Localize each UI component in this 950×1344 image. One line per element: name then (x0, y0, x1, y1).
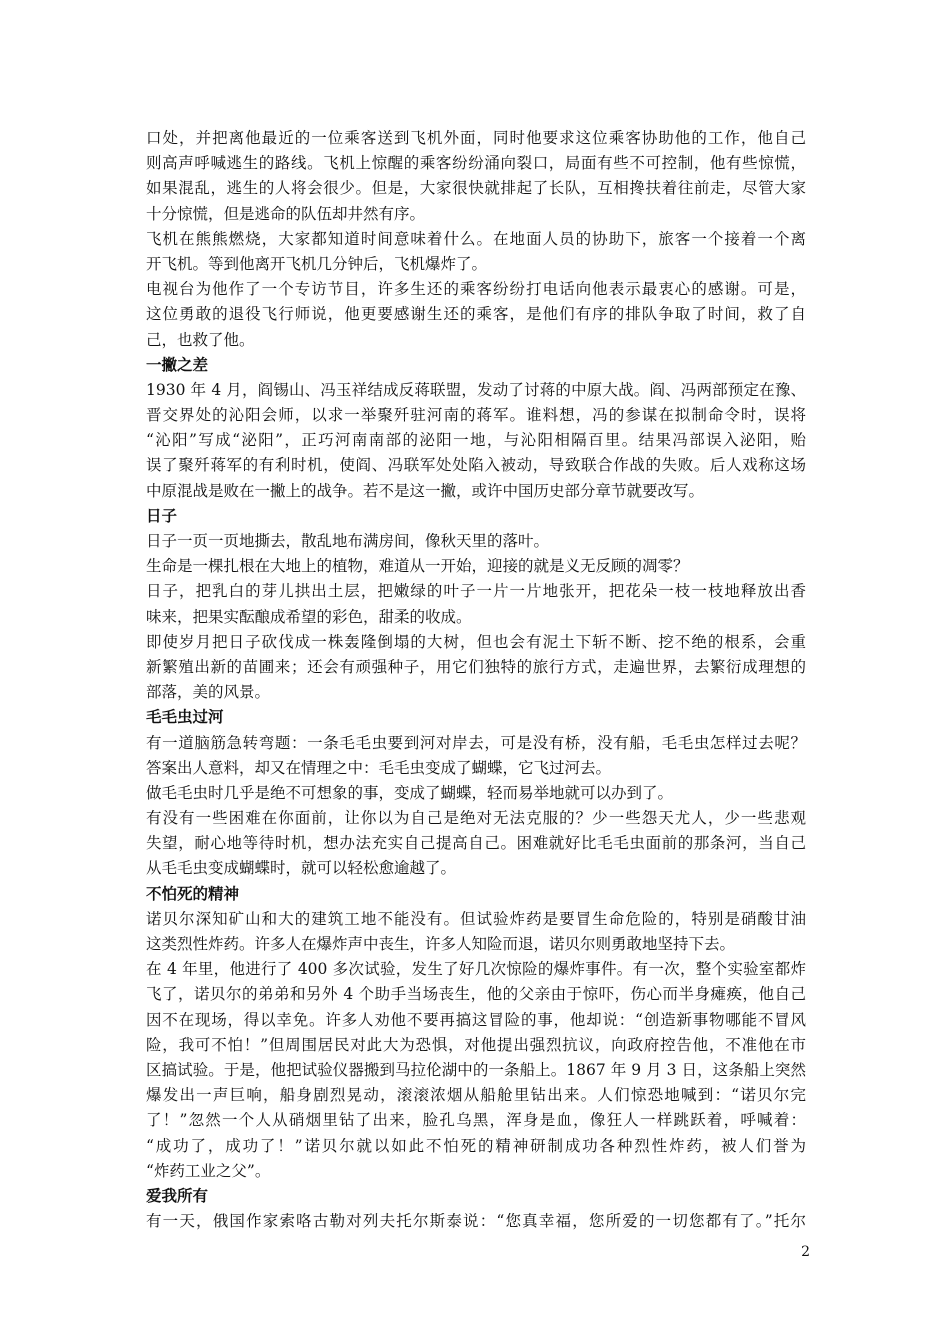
text-line: 险，我可不怕！”但周围居民对此大为恐惧，对他提出强烈抗议，向政府控告他，不准他在市 (146, 1035, 806, 1054)
text-line: 己，也救了他。 (146, 330, 255, 349)
text-line: 这位勇敢的退役飞行师说，他更要感谢生还的乘客，是他们有序的排队争取了时间，救了自 (146, 305, 806, 324)
page-number: 2 (801, 1244, 810, 1260)
text-line: 爆发出一声巨响，船身剧烈晃动，滚滚浓烟从船舱里钻出来。人们惊恐地喊到：“诺贝尔完 (146, 1086, 806, 1105)
text-line: 飞机在熊熊燃烧，大家都知道时间意味着什么。在地面人员的协助下，旅客一个接着一个离 (146, 229, 806, 248)
section-heading: 爱我所有 (146, 1186, 209, 1205)
text-line: 开飞机。等到他离开飞机几分钟后，飞机爆炸了。 (146, 254, 488, 273)
text-line: 在 4 年里，他进行了 400 多次试验，发生了好几次惊险的爆炸事件。有一次，整个实验室都炸 (146, 960, 806, 979)
text-line: “成功了，成功了！”诺贝尔就以如此不怕死的精神研制成功各种烈性炸药，被人们誉为 (146, 1136, 806, 1155)
text-line: 诺贝尔深知矿山和大的建筑工地不能没有。但试验炸药是要冒生命危险的，特别是硝酸甘油 (146, 909, 806, 928)
text-line: 了！”忽然一个人从硝烟里钻了出来，脸孔乌黑，浑身是血，像狂人一样跳跃着，呼喊着： (146, 1111, 806, 1130)
text-line: 日子一页一页地撕去，散乱地布满房间，像秋天里的落叶。 (146, 532, 550, 550)
text-line: 区搞试验。于是，他把试验仪器搬到马拉伦湖中的一条船上。1867 年 9 月 3 日，这条船上突然 (146, 1060, 806, 1079)
text-line: 如果混乱，逃生的人将会很少。但是，大家很快就排起了长队，互相搀扶着往前走，尽管大家 (146, 179, 806, 198)
text-line: 答案出人意料，却又在情理之中：毛毛虫变成了蝴蝶，它飞过河去。 (146, 758, 612, 777)
text-line: 这类烈性炸药。许多人在爆炸声中丧生，许多人知险而退，诺贝尔则勇敢地坚持下去。 (146, 935, 736, 953)
text-line: “炸药工业之父”。 (146, 1161, 271, 1180)
text-line: 因不在现场，得以幸免。许多人劝他不要再搞这冒险的事，他却说：“创造新事物哪能不冒风 (146, 1010, 806, 1029)
section-heading: 毛毛虫过河 (146, 708, 224, 727)
section-heading: 日子 (146, 506, 178, 525)
text-line: 味来，把果实酝酿成希望的彩色，甜柔的收成。 (146, 607, 472, 626)
text-line: 十分惊慌，但是逃命的队伍却井然有序。 (146, 204, 426, 223)
text-line: 晋交界处的沁阳会师，以求一举聚歼驻河南的蒋军。谁料想，冯的参谋在拟制命令时，误将 (146, 406, 806, 425)
text-line: 有一天，俄国作家索咯古勒对列夫托尔斯泰说：“您真幸福，您所爱的一切您都有了。”托尔 (146, 1212, 806, 1231)
text-line: 口处，并把离他最近的一位乘客送到飞机外面，同时他要求这位乘客协助他的工作，他自己 (146, 129, 806, 147)
section-heading: 一撇之差 (146, 355, 209, 374)
text-line: 有一道脑筋急转弯题：一条毛毛虫要到河对岸去，可是没有桥，没有船，毛毛虫怎样过去呢？ (146, 733, 806, 752)
text-line: 飞了，诺贝尔的弟弟和另外 4 个助手当场丧生，他的父亲由于惊吓，伤心而半身瘫痪，他自己 (146, 985, 806, 1004)
text-line: 误了聚歼蒋军的有利时机，使阎、冯联军处处陷入被动，导致联合作战的失败。后人戏称这场 (146, 456, 806, 475)
text-line: 中原混战是败在一撇上的战争。若不是这一撇，或许中国历史部分章节就要改写。 (146, 481, 705, 500)
section-heading: 不怕死的精神 (146, 884, 240, 903)
document-body (146, 126, 806, 1234)
text-line: 即使岁月把日子砍伐成一株轰隆倒塌的大树，但也会有泥土下斩不断、挖不绝的根系，会重 (146, 632, 806, 651)
text-line: 日子，把乳白的芽儿拱出土层，把嫩绿的叶子一片一片地张开，把花朵一枝一枝地释放出香 (146, 582, 806, 601)
text-line: 生命是一棵扎根在大地上的植物，难道从一开始，迎接的就是义无反顾的凋零？ (146, 557, 689, 576)
text-line: 有没有一些困难在你面前，让你以为自己是绝对无法克服的？少一些怨天尤人，少一些悲观 (146, 809, 806, 828)
text-line: 电视台为他作了一个专访节目，许多生还的乘客纷纷打电话向他表示最衷心的感谢。可是， (146, 280, 806, 299)
text-line: 部落，美的风景。 (146, 683, 271, 702)
text-line: 从毛毛虫变成蝴蝶时，就可以轻松愈逾越了。 (146, 859, 457, 878)
text-line: 1930 年 4 月，阎锡山、冯玉祥结成反蒋联盟，发动了讨蒋的中原大战。阎、冯两部预定在豫、 (146, 380, 806, 399)
text-line: 失望，耐心地等待时机，想办法充实自己提高自己。困难就好比毛毛虫面前的那条河，当自己 (146, 834, 806, 853)
text-line: 则高声呼喊逃生的路线。飞机上惊醒的乘客纷纷涌向裂口，局面有些不可控制，他有些惊慌， (146, 154, 806, 173)
text-line: 做毛毛虫时几乎是绝不可想象的事，变成了蝴蝶，轻而易举地就可以办到了。 (146, 783, 674, 802)
text-line: “沁阳”写成“泌阳”，正巧河南南部的泌阳一地，与沁阳相隔百里。结果冯部误入泌阳，贻 (146, 431, 806, 450)
text-line: 新繁殖出新的苗圃来；还会有顽强种子，用它们独特的旅行方式，走遍世界，去繁衍成理想的 (146, 657, 806, 676)
